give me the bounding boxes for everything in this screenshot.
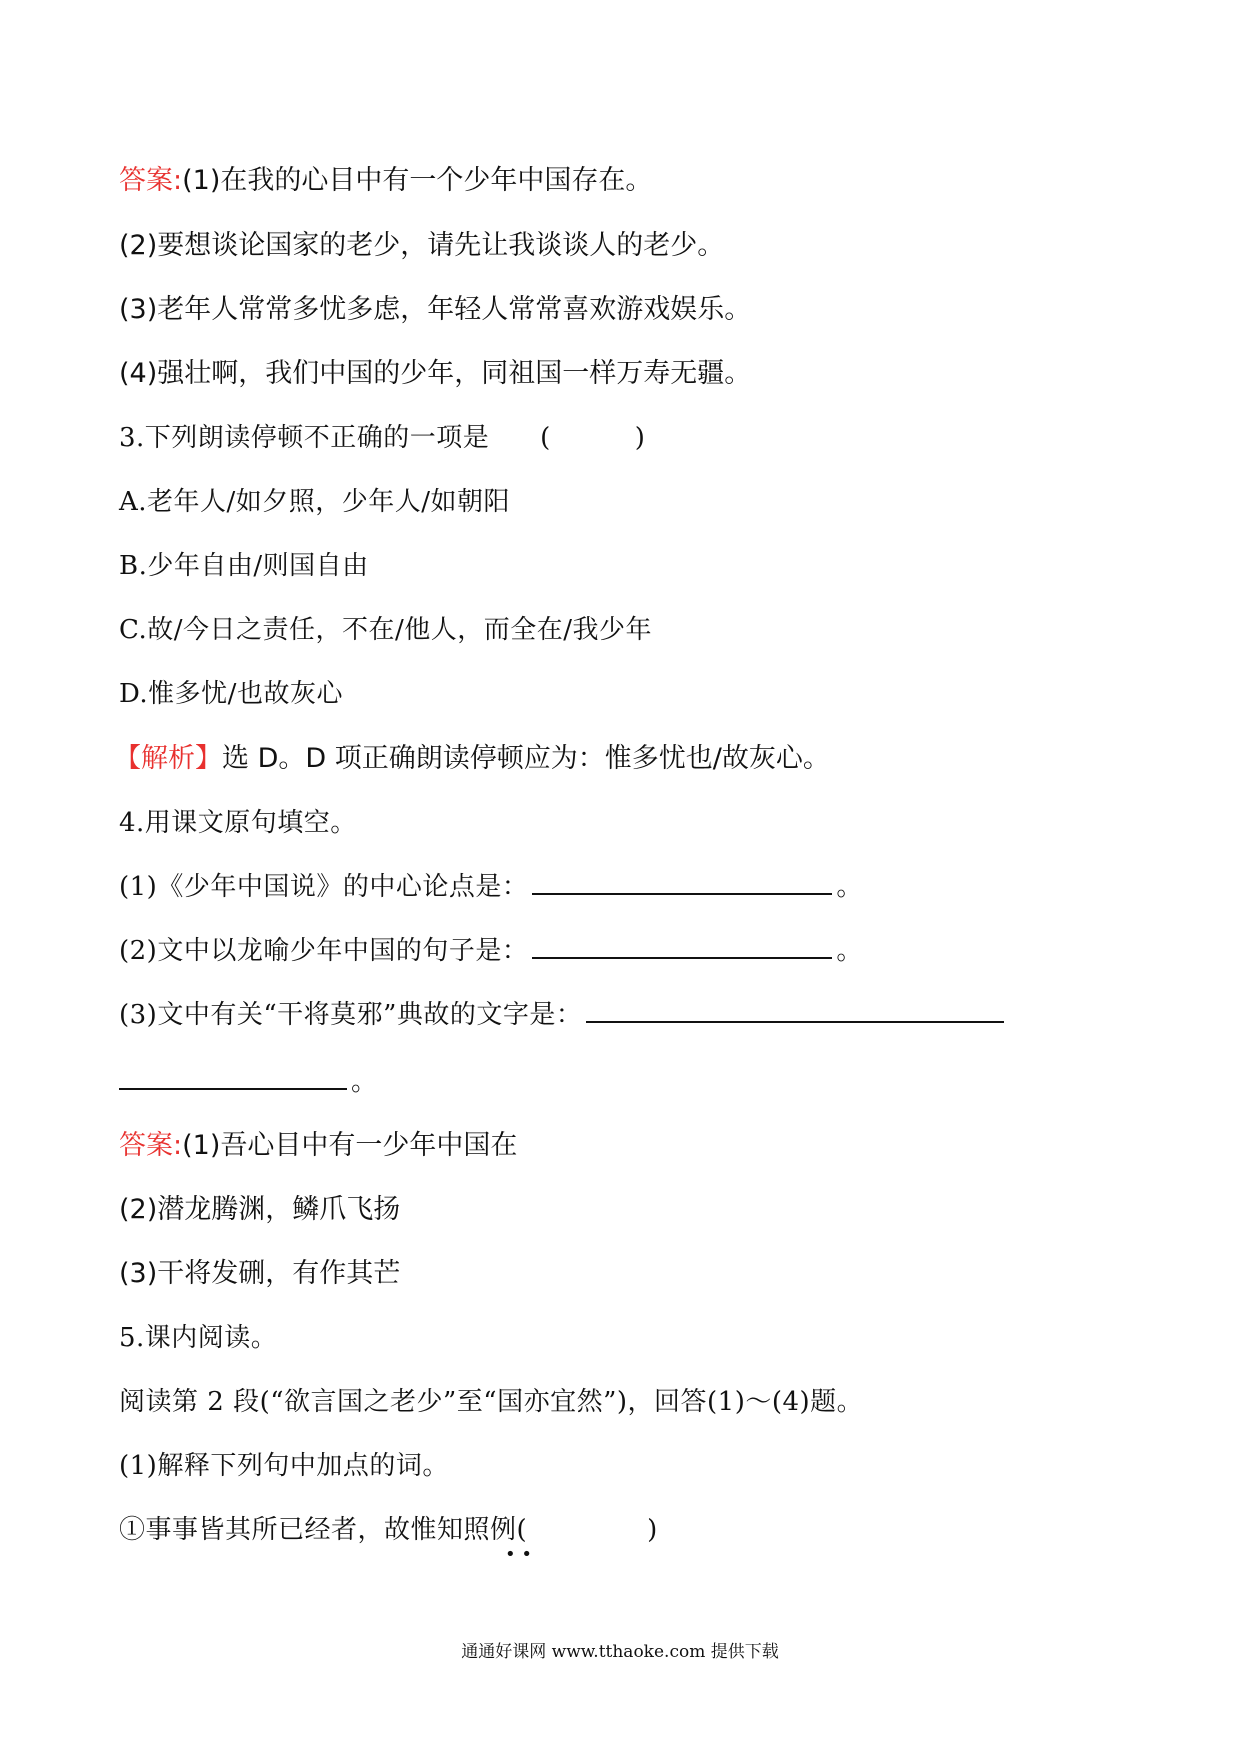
answer-1-line-4: (4)强壮啊，我们中国的少年，同祖国一样万寿无疆。 (119, 358, 752, 389)
option-a: A.老年人/如夕照，少年人/如朝阳 (119, 487, 511, 517)
question-5-stem: 5.课内阅读。 (119, 1323, 278, 1353)
question-4-item-2 (119, 933, 863, 969)
answer-label: 答案: (119, 165, 183, 196)
question-4-item-3-continued (119, 1064, 378, 1100)
end-mark: 。 (836, 936, 863, 966)
answer-2-line-1 (119, 1128, 517, 1164)
answer-2-line-2: (2)潜龙腾渊，鳞爪飞扬 (119, 1194, 401, 1225)
page-footer: 通通好课网 www.tthaoke.com 提供下载 (461, 1642, 779, 1662)
end-mark: 。 (351, 1067, 378, 1097)
answer-1-line-3: (3)老年人常常多忧多虑，年轻人常常喜欢游戏娱乐。 (119, 294, 752, 325)
item-text: (2)文中以龙喻少年中国的句子是： (119, 936, 529, 966)
answer-text: (1)吾心目中有一少年中国在 (182, 1130, 518, 1161)
fill-blank[interactable] (586, 997, 1004, 1023)
fill-blank[interactable] (119, 1064, 347, 1090)
question-3-stem (119, 420, 645, 456)
item-text: ①事事皆其所已经者，故惟知照例( (119, 1515, 528, 1545)
option-b: B.少年自由/则国自由 (119, 551, 369, 581)
question-5-intro: 阅读第 2 段(“欲言国之老少”至“国亦宜然”)，回答(1)～(4)题。 (119, 1387, 864, 1417)
fill-blank[interactable] (532, 869, 832, 895)
item-text: (3)文中有关“干将莫邪”典故的文字是： (119, 1000, 583, 1030)
option-c: C.故/今日之责任，不在/他人，而全在/我少年 (119, 615, 653, 645)
question-4-item-3 (119, 997, 1008, 1033)
answer-paren-close: ) (634, 423, 646, 453)
item-text: (1)《少年中国说》的中心论点是： (119, 872, 529, 902)
answer-paren-open: ( (540, 423, 551, 453)
option-d: D.惟多忧/也故灰心 (119, 679, 343, 709)
analysis-line (114, 741, 830, 777)
question-text: 3.下列朗读停顿不正确的一项是 (119, 423, 490, 453)
answer-label: 答案: (119, 1130, 183, 1161)
analysis-text: 选 D。D 项正确朗读停顿应为：惟多忧也/故灰心。 (222, 743, 830, 774)
answer-text: (1)在我的心目中有一个少年中国存在。 (182, 165, 653, 196)
answer-paren-close: ) (647, 1515, 658, 1545)
answer-1-line-1 (119, 163, 652, 199)
question-4-stem: 4.用课文原句填空。 (119, 808, 357, 838)
end-mark: 。 (836, 872, 863, 902)
question-5-item-1 (119, 1512, 658, 1548)
question-4-item-1 (119, 869, 863, 905)
answer-2-line-3: (3)干将发硎，有作其芒 (119, 1258, 401, 1289)
answer-1-line-2: (2)要想谈论国家的老少，请先让我谈谈人的老少。 (119, 230, 725, 261)
fill-blank[interactable] (532, 933, 832, 959)
question-5-sub-1: (1)解释下列句中加点的词。 (119, 1451, 449, 1481)
emphasis-dots: • • (505, 1544, 532, 1565)
analysis-label: 【解析】 (114, 743, 222, 774)
